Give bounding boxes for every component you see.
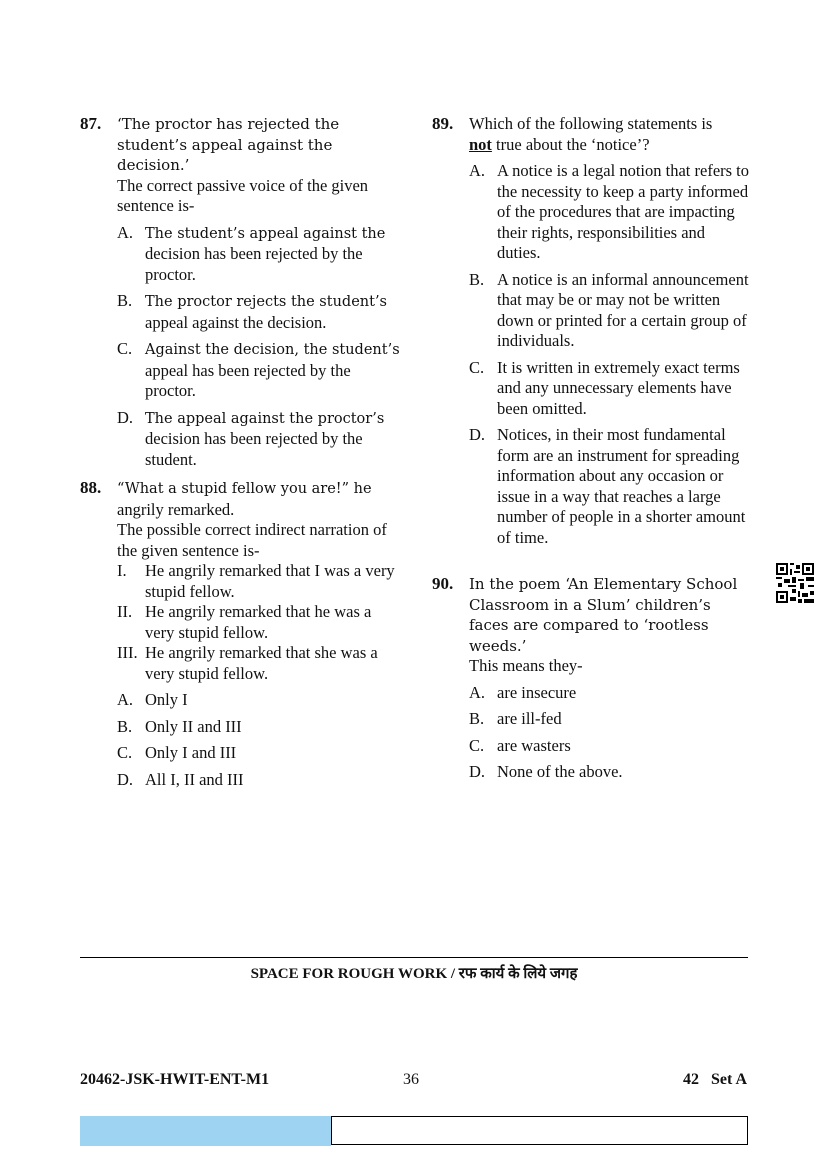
option-a[interactable] <box>469 683 752 704</box>
option-d[interactable] <box>469 425 752 548</box>
statement-label: I. <box>117 561 127 580</box>
option-label: D. <box>117 407 134 427</box>
right-column <box>432 114 752 789</box>
option-b[interactable] <box>469 270 752 352</box>
negation-word: not <box>469 134 492 154</box>
statements <box>117 561 400 684</box>
option-label: C. <box>117 743 133 762</box>
statement-iii <box>117 643 400 684</box>
qr-code-icon <box>776 563 814 603</box>
question-88 <box>80 478 400 790</box>
option-label: C. <box>469 735 485 755</box>
option-text: appeal against the decision. <box>145 312 327 332</box>
option-d[interactable] <box>117 408 400 471</box>
question-stem: angrily remarked. <box>117 499 235 519</box>
option-a[interactable] <box>117 223 400 286</box>
option-label: A. <box>469 161 486 180</box>
option-c[interactable] <box>117 743 400 764</box>
option-text: A notice is a legal notion that refers to the necessity to keep a party informed of the procedures that are impacting their rights, responsibilities and duties. <box>497 161 750 262</box>
option-c[interactable] <box>469 736 752 757</box>
option-b[interactable] <box>117 717 400 738</box>
option-d[interactable] <box>469 762 752 783</box>
footer-color-bar <box>80 1116 331 1146</box>
statement-text: He angrily remarked that she was a very stupid fellow. <box>145 643 378 683</box>
option-label: A. <box>117 690 134 709</box>
page-number: 36 <box>403 1071 419 1088</box>
option-text: Only I and III <box>145 743 237 762</box>
statement-text: He angrily remarked that he was a very stupid fellow. <box>145 602 372 642</box>
option-text: decision has been rejected by the proctor. <box>145 244 363 284</box>
divider-line <box>80 957 748 958</box>
rough-work-label: SPACE FOR ROUGH WORK / रफ कार्य के लिये जगह <box>250 966 578 982</box>
question-stem: Which of the following statements is <box>469 114 713 133</box>
option-c[interactable] <box>117 339 400 402</box>
question-stem-emphasis: “What a stupid fellow you are!” he <box>117 481 372 497</box>
option-c[interactable] <box>469 358 752 420</box>
left-column <box>80 114 400 796</box>
footer-blank-box <box>331 1116 748 1145</box>
option-label: C. <box>117 339 133 358</box>
option-text: A notice is an informal announcement that may be or may not be written down or printed for a certain group of individuals. <box>497 269 749 350</box>
option-label: B. <box>117 716 133 736</box>
option-b[interactable] <box>469 709 752 730</box>
option-text: appeal has been rejected by the proctor. <box>145 360 351 400</box>
option-text: It is written in extremely exact terms and any unnecessary elements have been omitted. <box>497 357 740 418</box>
option-text: are ill-fed <box>497 709 562 728</box>
question-number: 87. <box>80 114 102 133</box>
question-stem: ‘The proctor has rejected the student’s appeal against the decision.’ <box>117 115 340 174</box>
paper-code: 20462-JSK-HWIT-ENT-M1 <box>80 1071 270 1088</box>
question-90 <box>432 574 752 783</box>
options <box>117 223 400 471</box>
question-number: 89. <box>432 114 454 133</box>
question-87 <box>80 114 400 470</box>
option-label: B. <box>469 709 485 728</box>
option-text-emphasis: The student’s appeal against the <box>145 225 386 242</box>
option-text: decision has been rejected by the student. <box>145 429 363 469</box>
option-text-emphasis: The proctor rejects the student’s <box>145 294 387 310</box>
options <box>469 683 752 783</box>
question-number: 90. <box>432 574 454 593</box>
option-text: Only I <box>145 690 188 709</box>
option-label: D. <box>469 762 486 781</box>
question-prompt: This means they- <box>469 656 583 675</box>
statement-text: He angrily remarked that I was a very stupid fellow. <box>145 561 395 601</box>
statement-label: III. <box>117 643 138 662</box>
statement-ii <box>117 602 400 643</box>
option-a[interactable] <box>117 690 400 711</box>
question-prompt: The correct passive voice of the given sentence is- <box>117 175 369 215</box>
options <box>469 161 752 548</box>
option-label: A. <box>469 682 486 702</box>
question-prompt: The possible correct indirect narration of the given sentence is- <box>117 520 387 560</box>
question-stem-continued: true about the ‘notice’? <box>491 134 650 154</box>
option-b[interactable] <box>117 291 400 333</box>
option-text: are insecure <box>497 682 577 702</box>
option-text: None of the above. <box>497 762 623 781</box>
statement-i <box>117 561 400 602</box>
option-text-emphasis: Against the decision, the student’s <box>145 342 400 358</box>
option-d[interactable] <box>117 770 400 791</box>
set-label: 42 Set A <box>683 1071 747 1088</box>
option-label: B. <box>117 291 133 310</box>
option-text: All I, II and III <box>145 769 244 789</box>
option-a[interactable] <box>469 161 752 264</box>
statement-label: II. <box>117 602 133 621</box>
option-label: C. <box>469 357 485 377</box>
option-text-emphasis: The appeal against the proctor’s <box>145 410 385 427</box>
options <box>117 690 400 790</box>
question-89 <box>432 114 752 548</box>
option-label: B. <box>469 269 485 289</box>
option-text: Notices, in their most fundamental form are an instrument for spreading information about any occasion or issue in a way that reaches a large number of people in a shorter amount of time. <box>497 425 746 547</box>
option-label: D. <box>117 769 134 789</box>
option-label: A. <box>117 222 134 242</box>
option-text: are wasters <box>497 735 571 755</box>
option-label: D. <box>469 425 486 444</box>
option-text: Only II and III <box>145 716 242 736</box>
question-number: 88. <box>80 478 102 497</box>
question-stem: In the poem ‘An Elementary School Classroom in a Slum’ children’s faces are compared to ‘rootless weeds.’ <box>469 575 738 655</box>
